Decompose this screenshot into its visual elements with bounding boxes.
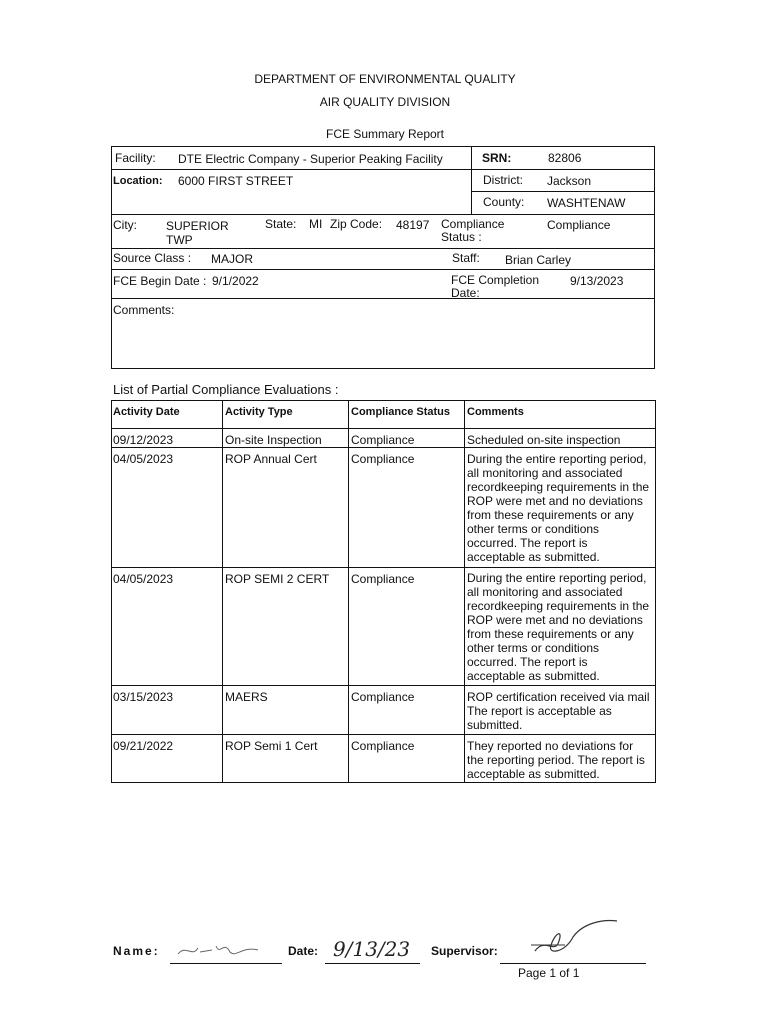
table-row-status: Compliance: [351, 739, 415, 753]
table-row-status: Compliance: [351, 452, 415, 466]
signed-date: 9/13/23: [333, 937, 411, 961]
comment-line: submitted.: [467, 718, 523, 732]
srn-value: 82806: [548, 151, 582, 165]
date-label: Date:: [288, 944, 319, 958]
table-row-comments: Scheduled on-site inspection: [467, 433, 621, 447]
srn-label: SRN:: [482, 151, 512, 165]
comment-line: all monitoring and associated: [467, 585, 623, 599]
zip-value: 48197: [396, 218, 430, 232]
table-row-status: Compliance: [351, 433, 415, 447]
state-value: MI: [309, 217, 323, 231]
report-title: FCE Summary Report: [325, 127, 445, 141]
fce-begin-label: FCE Begin Date :: [113, 274, 207, 288]
col-header-comments: Comments: [467, 406, 524, 418]
source-class-label: Source Class :: [113, 251, 192, 265]
county-value: WASHTENAW: [547, 196, 626, 210]
state-label: State:: [265, 217, 297, 231]
supervisor-signature: [525, 915, 625, 963]
fce-begin-value: 9/1/2022: [212, 274, 259, 288]
fce-completion-label: FCE Completion: [451, 273, 540, 287]
facility-label: Facility:: [115, 151, 156, 165]
comment-line: occurred. The report is: [467, 536, 588, 550]
table-row-type: ROP SEMI 2 CERT: [225, 572, 330, 586]
table-row-date: 09/12/2023: [113, 433, 174, 447]
table-row-status: Compliance: [351, 572, 415, 586]
department-heading: DEPARTMENT OF ENVIRONMENTAL QUALITY: [254, 72, 516, 86]
facility-value: DTE Electric Company - Superior Peaking Facility: [178, 152, 443, 166]
table-row-comments: [467, 690, 650, 732]
city-value: SUPERIOR: [166, 219, 229, 233]
table-row-comments: [467, 571, 649, 683]
comments-label: Comments:: [113, 303, 175, 317]
comment-line: ROP certification received via mail: [467, 690, 650, 704]
comment-line: other terms or conditions: [467, 641, 600, 655]
division-heading: AIR QUALITY DIVISION: [319, 95, 451, 109]
table-row-comments: [467, 739, 645, 781]
table-row-comments: [467, 452, 649, 564]
comment-line: recordkeeping requirements in the: [467, 480, 650, 494]
comment-line: During the entire reporting period,: [467, 452, 647, 466]
col-header-activity-type: Activity Type: [225, 406, 293, 418]
table-row-date: 03/15/2023: [113, 690, 174, 704]
comment-line: from these requirements or any: [467, 627, 634, 641]
comment-line: acceptable as submitted.: [467, 669, 600, 683]
comment-line: acceptable as submitted.: [467, 550, 600, 564]
col-header-activity-date: Activity Date: [113, 406, 180, 418]
location-label: Location:: [113, 175, 163, 187]
comment-line: recordkeeping requirements in the: [467, 599, 650, 613]
district-value: Jackson: [547, 174, 592, 188]
county-label: County:: [483, 195, 525, 209]
page-number: Page 1 of 1: [518, 966, 580, 980]
table-row-date: 04/05/2023: [113, 452, 174, 466]
city-label: City:: [113, 218, 137, 232]
comment-line: They reported no deviations for: [467, 739, 634, 753]
location-value: 6000 FIRST STREET: [178, 174, 294, 188]
supervisor-label: Supervisor:: [431, 944, 498, 958]
comment-line: other terms or conditions: [467, 522, 600, 536]
table-row-type: MAERS: [225, 690, 268, 704]
zip-label: Zip Code:: [330, 217, 383, 231]
comment-line: ROP were met and no deviations: [467, 613, 643, 627]
city-value-line2: TWP: [166, 233, 193, 247]
name-signature: [172, 936, 272, 962]
staff-value: Brian Carley: [505, 253, 572, 267]
table-row-type: ROP Annual Cert: [225, 452, 317, 466]
comment-line: all monitoring and associated: [467, 466, 623, 480]
comment-line: acceptable as submitted.: [467, 767, 600, 781]
district-label: District:: [483, 173, 523, 187]
table-row-date: 04/05/2023: [113, 572, 174, 586]
comment-line: occurred. The report is: [467, 655, 588, 669]
source-class-value: MAJOR: [211, 252, 253, 266]
compliance-status-label: Compliance: [441, 217, 505, 231]
comment-line: from these requirements or any: [467, 508, 634, 522]
fce-completion-value: 9/13/2023: [570, 274, 624, 288]
table-row-type: On-site Inspection: [225, 433, 322, 447]
comment-line: During the entire reporting period,: [467, 571, 647, 585]
table-row-date: 09/21/2022: [113, 739, 174, 753]
fce-completion-label-line2: Date:: [451, 286, 480, 300]
comment-line: the reporting period. The report is: [467, 753, 645, 767]
compliance-status-label-line2: Status :: [441, 230, 482, 244]
col-header-compliance-status: Compliance Status: [351, 406, 451, 418]
staff-label: Staff:: [452, 251, 480, 265]
table-row-type: ROP Semi 1 Cert: [225, 739, 318, 753]
comment-line: ROP were met and no deviations: [467, 494, 643, 508]
table-row-status: Compliance: [351, 690, 415, 704]
compliance-status-value: Compliance: [547, 218, 611, 232]
comment-line: The report is acceptable as: [467, 704, 612, 718]
name-label: Name:: [113, 944, 160, 958]
pce-title: List of Partial Compliance Evaluations :: [113, 382, 339, 397]
